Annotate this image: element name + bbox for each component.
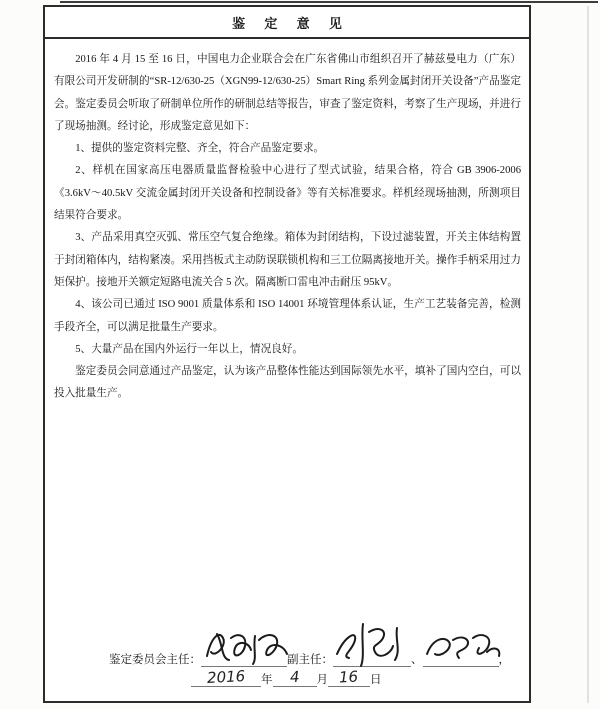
paragraph-item-5: 5、大量产品在国内外运行一年以上，情况良好。 (75, 343, 303, 355)
date-day-line (328, 667, 370, 687)
date-month-value: 4 (289, 667, 300, 687)
paragraph-item-2: 2、样机在国家高压电器质量监督检验中心进行了型式试验，结果合格，符合 GB 3906-2006《3.6kV～40.5kV 交流金属封闭开关设备和控制设备》等有关标准要求。样机经现场抽测，所测项目结果符合要求。 (54, 165, 521, 222)
date-month-label: 月 (316, 674, 328, 686)
paragraph-item-1: 1、提供的鉴定资料完整、齐全，符合产品鉴定要求。 (75, 143, 325, 155)
date-year-label: 年 (261, 674, 273, 686)
title-row (45, 7, 529, 39)
date-month-line (273, 667, 317, 687)
date-year-value: 2016 (206, 667, 246, 687)
paragraph-item-4: 4、该公司已通过 ISO 9001 质量体系和 ISO 14001 环境管理体系认证，生产工艺装备完善，检测手段齐全，可以满足批量生产要求。 (54, 299, 521, 333)
chairman-label: 鉴定委员会主任： (109, 654, 201, 666)
scan-edge-line-right (587, 6, 589, 703)
paragraph-intro: 2016 年 4 月 15 至 16 日，中国电力企业联合会在广东省佛山市组织召开了赫兹曼电力（广东）有限公司开发研制的“SR-12/630-25（XGN99-12/630-25）Smart Ring 系列金属封闭开关设备”产品鉴定会。鉴定委员会听取了研制单位所作的研制总结等报告，审查了鉴定资料，考察了生产现场，并进行了现场抽测。经讨论，形成鉴定意见如下： (54, 54, 521, 132)
signature-separator: 、 (411, 654, 423, 666)
date-year-line (191, 667, 261, 687)
paragraph-conclusion: 鉴定委员会同意通过产品鉴定，认为该产品整体性能达到国际领先水平，填补了国内空白，可以投入批量生产。 (54, 366, 521, 400)
appraisal-body (45, 39, 529, 406)
page-title: 鉴 定 意 见 (232, 15, 350, 31)
vice-chairman-label: 副主任： (287, 654, 333, 666)
date-day-value: 16 (338, 667, 360, 687)
date-row (45, 659, 529, 687)
paragraph-item-3: 3、产品采用真空灭弧、常压空气复合绝缘。箱体为封闭结构，下设过滤装置，开关主体结构置于封闭箱体内，结构紧凑。采用挡板式主动防误联锁机构和三工位隔离接地开关。操作手柄采用过力矩保护。接地开关额定短路电流关合 5 次。隔离断口雷电冲击耐压 95kV。 (54, 232, 521, 288)
scan-edge-line-top (60, 1, 598, 3)
appraisal-form (43, 5, 531, 703)
date-day-label: 日 (370, 674, 382, 686)
signature-trailing-mark: ， (498, 654, 510, 666)
